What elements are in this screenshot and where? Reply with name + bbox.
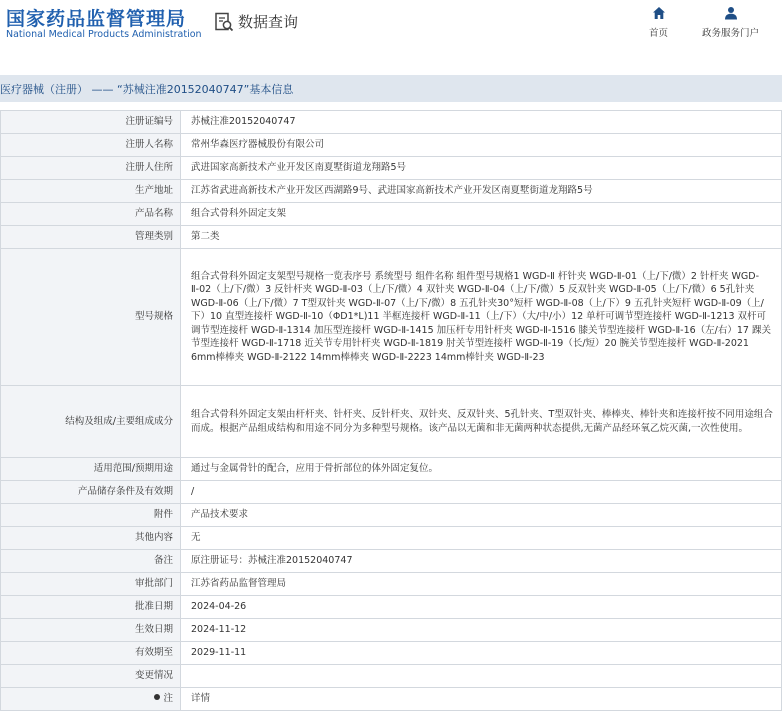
intended-use-label [1,458,181,481]
registrant-address-value: 武进国家高新技术产业开发区南夏墅街道龙翔路5号 [181,157,782,180]
registrant-address-label-text: 注册人住所 [125,162,173,174]
nav-service-portal-label: 政务服务门户 [702,28,760,39]
row-registration-number [1,111,782,134]
logo-title[interactable]: 国家药品监督管理局 [6,8,187,30]
effective-date-value: 2024-11-12 [181,619,782,642]
info-title: 医疗器械（注册） —— “苏械注准20152040747”基本信息 [0,83,294,96]
change-record-value [181,665,782,688]
row-attachment [1,504,782,527]
expiry-date-label-text: 有效期至 [134,647,173,659]
registration-number-label-text: 注册证编号 [125,116,173,128]
row-management-category [1,226,782,249]
registration-number-value: 苏械注准20152040747 [181,111,782,134]
row-note [1,688,782,711]
row-approval-department [1,573,782,596]
attachment-label-text: 附件 [153,509,173,521]
note-label [1,688,181,711]
product-name-label-text: 产品名称 [134,208,173,220]
home-icon [652,6,666,20]
other-content-label [1,527,181,550]
management-category-label-text: 管理类别 [134,231,173,243]
model-specification-label-text: 型号规格 [134,311,173,323]
model-specification-label [1,249,181,386]
row-approval-date [1,596,782,619]
storage-validity-label [1,481,181,504]
management-category-value: 第二类 [181,226,782,249]
row-production-address [1,180,782,203]
registrant-name-value: 常州华森医疗器械股份有限公司 [181,134,782,157]
search-document-icon [214,12,234,32]
row-registrant-name [1,134,782,157]
row-product-name [1,203,782,226]
storage-validity-value: / [181,481,782,504]
info-title-bar [0,75,782,102]
expiry-date-label [1,642,181,665]
approval-date-label [1,596,181,619]
intended-use-label-text: 适用范围/预期用途 [93,463,173,475]
structure-composition-label-text: 结构及组成/主要组成成分 [65,415,173,427]
change-record-label [1,665,181,688]
row-expiry-date [1,642,782,665]
model-specification-value: 组合式骨科外固定支架型号规格一览表序号 系统型号 组件名称 组件型号规格1 WGD-Ⅱ 杆针夹 WGD-Ⅱ-01（上/下/微）2 针杆夹 WGD-Ⅱ-02（上/下/微）3 反针杆夹 WGD-Ⅱ-03（上/下/微）4 双针夹 WGD-Ⅱ-04（上/下/微）5 反双针夹 WGD-Ⅱ-05（上/下/微）6 5孔针夹 WGD-Ⅱ-06（上/下/微）7 T型双针夹 WGD-Ⅱ-07（上/下/微）8 五孔针夹30°短杆 WGD-Ⅱ-08（上/下）9 五孔针夹短杆 WGD-Ⅱ-09（上/下）10 直型连接杆 WGD-Ⅱ-10（ΦD1*L)11 半框连接杆 WGD-Ⅱ-11（上/下）（大/中/小）12 单杆可调节型连接杆 WGD-Ⅱ-1213 双杆可调节型连接杆 WGD-Ⅱ-1314 加压型连接杆 WGD-Ⅱ-1415 加压杆专用针杆夹 WGD-Ⅱ-1516 膝关节型连接杆 WGD-Ⅱ-16（左/右）17 踝关节型连接杆 WGD-Ⅱ-1718 近关节专用针杆夹 WGD-Ⅱ-1819 肘关节型连接杆 WGD-Ⅱ-19（长/短）20 腕关节型连接杆 WGD-Ⅱ-2021 6mm棒棒夹 WGD-Ⅱ-2122 14mm棒棒夹 WGD-Ⅱ-2223 14mm棒针夹 WGD-Ⅱ-23 [181,249,782,386]
nav-home-label: 首页 [649,28,669,39]
attachment-value: 产品技术要求 [181,504,782,527]
note-value[interactable]: 详情 [181,688,782,711]
user-icon [724,6,738,20]
production-address-label-text: 生产地址 [134,185,173,197]
approval-department-label [1,573,181,596]
remarks-label [1,550,181,573]
registration-info-table [0,110,782,711]
expiry-date-value: 2029-11-11 [181,642,782,665]
approval-date-label-text: 批准日期 [134,601,173,613]
remarks-value: 原注册证号：苏械注准20152040747 [181,550,782,573]
row-storage-validity [1,481,782,504]
note-label-text: 注 [163,693,173,705]
registrant-name-label [1,134,181,157]
nav-home[interactable] [649,6,668,39]
remarks-label-text: 备注 [153,555,173,567]
data-query-title [214,11,298,32]
site-header [0,0,782,62]
pin-icon [154,694,160,700]
row-model-specification [1,249,782,386]
product-name-value: 组合式骨科外固定支架 [181,203,782,226]
other-content-value: 无 [181,527,782,550]
effective-date-label-text: 生效日期 [134,624,173,636]
row-structure-composition [1,386,782,458]
approval-date-value: 2024-04-26 [181,596,782,619]
effective-date-label [1,619,181,642]
structure-composition-label [1,386,181,458]
storage-validity-label-text: 产品储存条件及有效期 [77,486,173,498]
row-effective-date [1,619,782,642]
registrant-name-label-text: 注册人名称 [125,139,173,151]
registration-number-label [1,111,181,134]
row-remarks [1,550,782,573]
approval-department-value: 江苏省药品监督管理局 [181,573,782,596]
row-intended-use [1,458,782,481]
structure-composition-value: 组合式骨科外固定支架由杆杆夹、针杆夹、反针杆夹、双针夹、反双针夹、5孔针夹、T型双针夹、棒棒夹、棒针夹和连接杆按不同用途组合而成。根据产品组成结构和用途不同分为多种型号规格。该产品以无菌和非无菌两种状态提供,无菌产品经环氧乙烷灭菌,一次性使用。 [181,386,782,458]
intended-use-value: 通过与金属骨针的配合，应用于骨折部位的体外固定复位。 [181,458,782,481]
attachment-label [1,504,181,527]
product-name-label [1,203,181,226]
approval-department-label-text: 审批部门 [134,578,173,590]
row-other-content [1,527,782,550]
nav-service-portal[interactable] [702,6,759,39]
other-content-label-text: 其他内容 [134,532,173,544]
change-record-label-text: 变更情况 [134,670,173,682]
row-change-record [1,665,782,688]
row-registrant-address [1,157,782,180]
registrant-address-label [1,157,181,180]
data-query-label: 数据查询 [238,13,299,31]
logo-subtitle[interactable]: National Medical Products Administration [6,29,202,40]
production-address-value: 江苏省武进高新技术产业开发区西湖路9号、武进国家高新技术产业开发区南夏墅街道龙翔路5号 [181,180,782,203]
production-address-label [1,180,181,203]
management-category-label [1,226,181,249]
